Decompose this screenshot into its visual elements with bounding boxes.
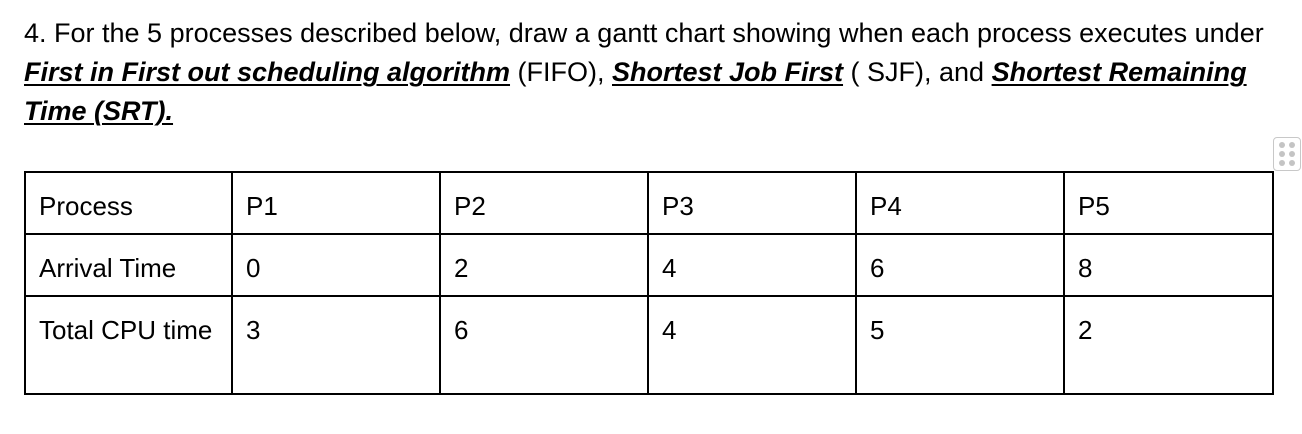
cell-process-p3: P3 [648,172,856,234]
row-label-process: Process [25,172,232,234]
drag-handle-icon[interactable] [1273,137,1301,171]
row-label-arrival-time: Arrival Time [25,234,232,296]
table-row-process [25,172,1273,234]
cell-arrival-p3: 4 [648,234,856,296]
row-label-total-cpu-time: Total CPU time [25,296,232,394]
cell-process-p5: P5 [1064,172,1273,234]
sjf-abbreviation: ( SJF), and [843,57,992,87]
sjf-algorithm-name: Shortest Job First [612,57,844,87]
cell-cpu-p2: 6 [440,296,648,394]
cell-cpu-p5: 2 [1064,296,1273,394]
drag-handle-dot [1289,142,1295,148]
table-row-arrival-time [25,234,1273,296]
drag-handle-dot [1289,151,1295,157]
cell-cpu-p4: 5 [856,296,1064,394]
fifo-abbreviation: (FIFO), [510,57,612,87]
drag-handle-dot [1279,160,1285,166]
cell-cpu-p1: 3 [232,296,440,394]
cell-arrival-p4: 6 [856,234,1064,296]
cell-process-p4: P4 [856,172,1064,234]
cell-cpu-p3: 4 [648,296,856,394]
fifo-algorithm-name: First in First out scheduling algorithm [24,57,511,87]
cell-process-p2: P2 [440,172,648,234]
cell-arrival-p1: 0 [232,234,440,296]
drag-handle-dot [1279,142,1285,148]
cell-process-p1: P1 [232,172,440,234]
question-text [24,14,1264,131]
srt-algorithm-name: Shortest Remaining Time (SRT). [24,57,1247,126]
drag-handle-dot [1279,151,1285,157]
cell-arrival-p2: 2 [440,234,648,296]
drag-handle-dot [1289,160,1295,166]
cell-arrival-p5: 8 [1064,234,1273,296]
table-row-total-cpu-time [25,296,1273,394]
process-table [24,171,1274,395]
question-intro: 4. For the 5 processes described below, draw a gantt chart showing when each process executes under [24,18,1264,48]
